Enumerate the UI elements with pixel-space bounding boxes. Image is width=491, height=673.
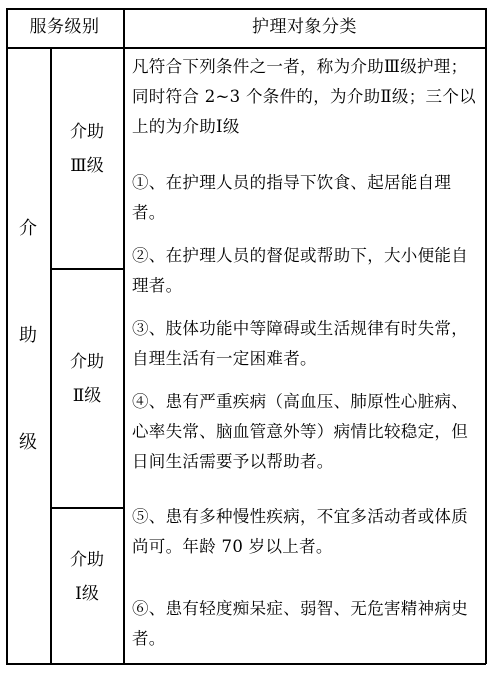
condition-2 xyxy=(132,241,482,301)
table-top-border xyxy=(6,8,486,10)
level-cell-3 xyxy=(52,115,122,183)
level-3-line1: 介助 xyxy=(70,122,104,142)
condition-4-text: ④、患有严重疾病（高血压、肺原性心脏病、心率失常、脑血管意外等）病情比较稳定，但日间生活需要予以帮助者。 xyxy=(132,392,468,471)
condition-3-text: ③、肢体功能中等障碍或生活规律有时失常，自理生活有一定困难者。 xyxy=(132,319,468,368)
level-3-line2: Ⅲ级 xyxy=(70,156,104,176)
category-char-3: 级 xyxy=(19,432,37,453)
condition-1-text: ①、在护理人员的指导下饮食、起居能自理者。 xyxy=(132,173,452,222)
level-divider-1 xyxy=(50,268,124,270)
intro-text xyxy=(132,52,482,142)
condition-4 xyxy=(132,387,482,477)
intro-paragraph: 凡符合下列条件之一者，称为介助Ⅲ级护理；同时符合 2~3 个条件的，为介助Ⅱ级；三个以上的为介助Ⅰ级 xyxy=(132,57,476,136)
level-1-line2: Ⅰ级 xyxy=(75,584,99,604)
level-cell-1 xyxy=(52,543,122,611)
level-cell-2 xyxy=(52,345,122,413)
header-care-classification: 护理对象分类 xyxy=(252,17,357,37)
condition-6-text: ⑥、患有轻度痴呆症、弱智、无危害精神病史者。 xyxy=(132,599,468,648)
header-service-level: 服务级别 xyxy=(29,17,100,37)
table-bottom-border xyxy=(6,663,486,665)
level-2-line1: 介助 xyxy=(70,352,104,372)
column-divider-main xyxy=(123,8,125,664)
condition-5 xyxy=(132,502,482,562)
category-char-2: 助 xyxy=(19,325,37,346)
condition-1 xyxy=(132,168,482,228)
condition-3 xyxy=(132,314,482,374)
level-1-line1: 介助 xyxy=(70,550,104,570)
level-divider-2 xyxy=(50,507,124,509)
level-2-line2: Ⅱ级 xyxy=(72,386,102,406)
condition-6 xyxy=(132,594,482,654)
table-right-border xyxy=(485,8,487,664)
header-bottom-border xyxy=(6,47,486,49)
category-char-1: 介 xyxy=(19,218,37,239)
condition-5-text: ⑤、患有多种慢性疾病，不宜多活动者或体质尚可。年龄 70 岁以上者。 xyxy=(132,507,468,556)
condition-2-text: ②、在护理人员的督促或帮助下，大小便能自理者。 xyxy=(132,246,468,295)
